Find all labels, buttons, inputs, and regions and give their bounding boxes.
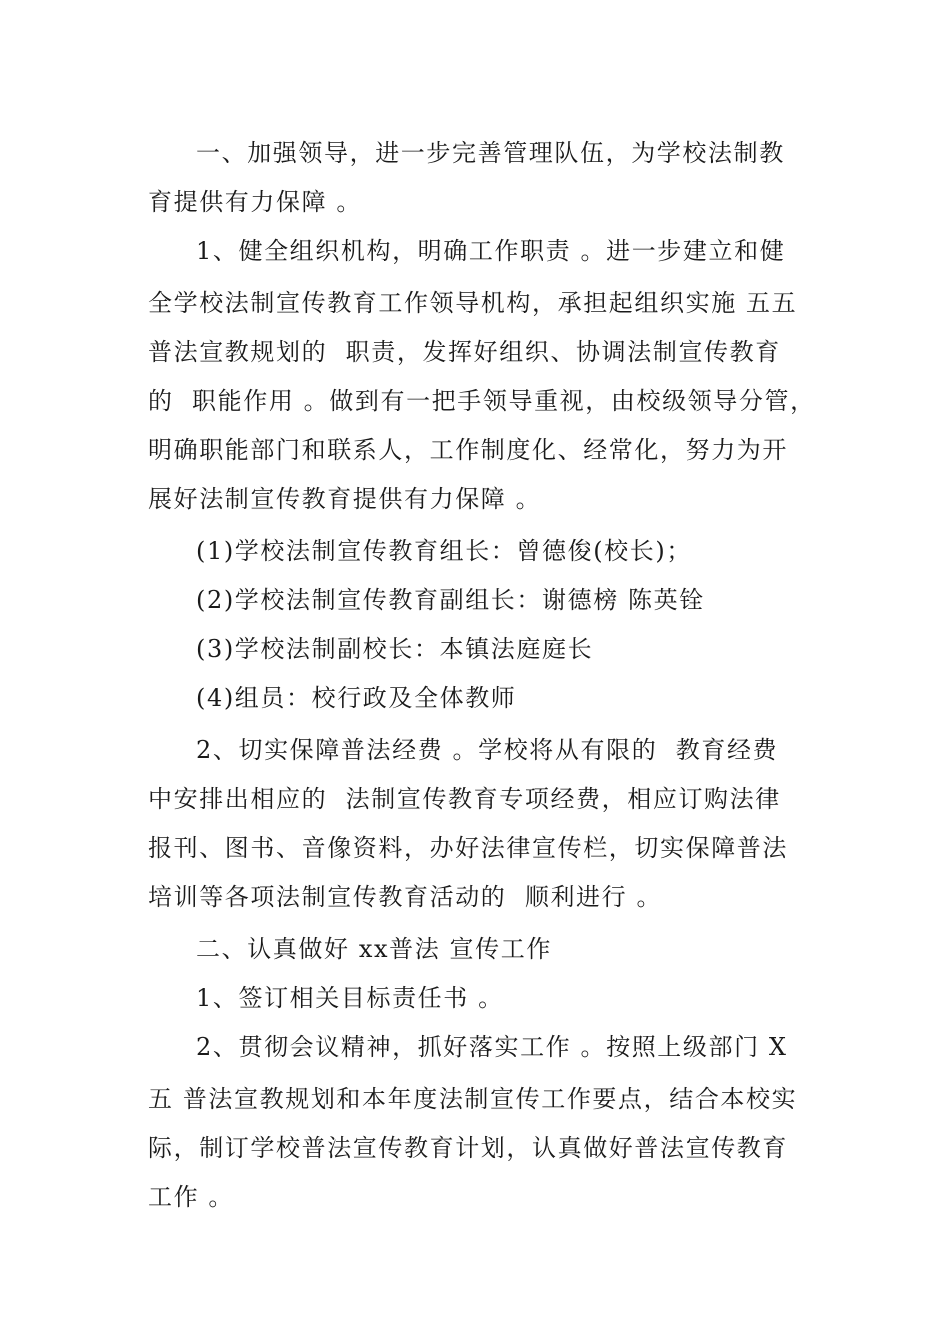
paragraph-item-3: 1、签订相关目标责任书 。: [196, 984, 504, 1012]
list-item-1: (1)学校法制宣传教育组长：曾德俊(校长)；: [196, 537, 692, 565]
section-heading-2: 二、认真做好 xx普法 宣传工作: [196, 935, 552, 963]
text-line: 展好法制宣传教育提供有力保障 。: [148, 485, 542, 513]
paragraph-item-2: 2、切实保障普法经费 。学校将从有限的 教育经费: [196, 736, 779, 764]
list-item-3: (3)学校法制副校长：本镇法庭庭长: [196, 635, 594, 663]
text-line: 报刊、图书、音像资料，办好法律宣传栏，切实保障普法: [148, 834, 788, 862]
text-line: 育提供有力保障 。: [148, 188, 363, 216]
text-line: 普法宣教规划的 职责，发挥好组织、协调法制宣传教育: [148, 338, 781, 366]
list-item-2: (2)学校法制宣传教育副组长：谢德榜 陈英铨: [196, 586, 705, 614]
text-line: 五 普法宣教规划和本年度法制宣传工作要点，结合本校实: [148, 1085, 798, 1113]
text-line: 的 职能作用 。做到有一把手领导重视，由校级领导分管，: [148, 387, 816, 415]
paragraph-item-1: 1、健全组织机构，明确工作职责 。进一步建立和健: [196, 237, 786, 265]
list-item-4: (4)组员：校行政及全体教师: [196, 684, 517, 712]
text-line: 工作 。: [148, 1183, 235, 1211]
text-line: 中安排出相应的 法制宣传教育专项经费，相应订购法律: [148, 785, 781, 813]
text-line: 培训等各项法制宣传教育活动的 顺利进行 。: [148, 883, 663, 911]
paragraph-item-4: 2、贯彻会议精神，抓好落实工作 。按照上级部门 X: [196, 1033, 788, 1061]
section-heading-1: 一、加强领导，进一步完善管理队伍，为学校法制教: [196, 139, 785, 167]
text-line: 明确职能部门和联系人，工作制度化、经常化，努力为开: [148, 436, 788, 464]
text-line: 际，制订学校普法宣传教育计划，认真做好普法宣传教育: [148, 1134, 788, 1162]
text-line: 全学校法制宣传教育工作领导机构，承担起组织实施 五五: [148, 289, 798, 317]
